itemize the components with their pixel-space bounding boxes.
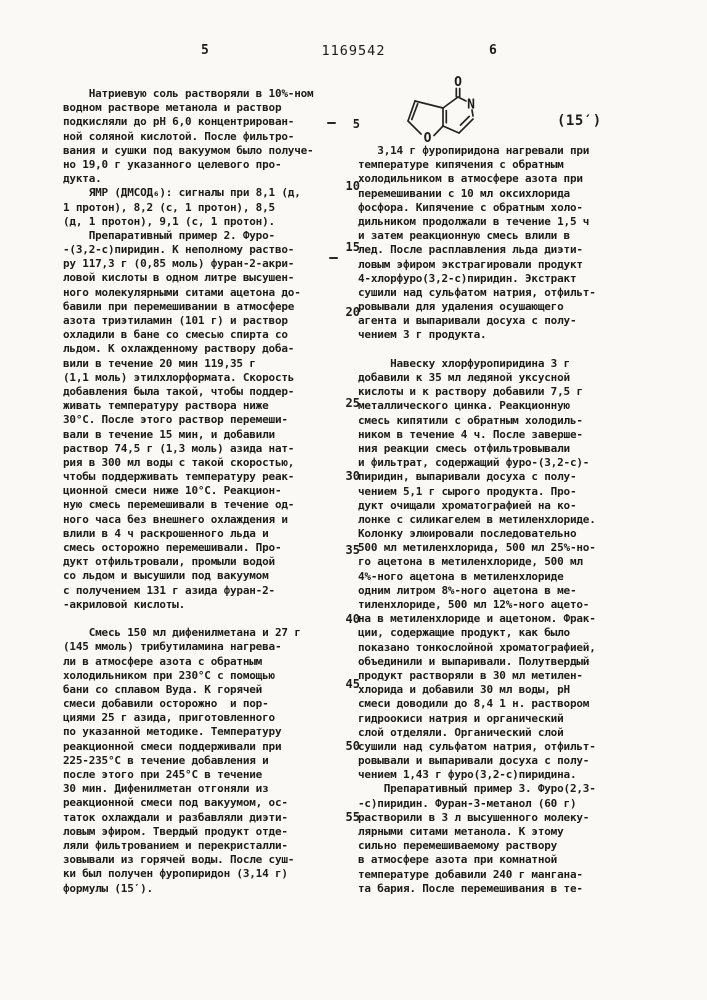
line-number: 40 — [345, 612, 360, 626]
text-line: влили в 4 ч раскрошенного льда и — [63, 526, 269, 540]
text-line: го ацетона в метиленхлориде, 500 мл — [358, 555, 583, 569]
text-line: ную смесь перемешивали в течение од- — [63, 498, 295, 512]
text-line: ником в течение 4 ч. После заверше- — [358, 427, 583, 441]
text-line: чением 3 г продукта. — [358, 328, 487, 342]
text-line: Препаративный пример 2. Фуро- — [63, 228, 275, 242]
text-line: охладили в бане со смесью спирта со — [63, 328, 288, 342]
margin-tick — [327, 122, 336, 124]
text-line: ровывали для удаления осушающего — [358, 300, 564, 314]
right-text-column — [358, 144, 658, 896]
text-line: зовывали из горячей воды. После суш- — [63, 853, 295, 867]
text-line: таток охлаждали и разбавляли диэти- — [63, 810, 288, 824]
text-line: 500 мл метиленхлорида, 500 мл 25%-но- — [358, 541, 596, 555]
text-line: температуре добавили 240 г мангана- — [358, 867, 583, 881]
margin-tick — [329, 257, 338, 259]
text-line: 4%-ного ацетона в метиленхлориде — [358, 569, 564, 583]
line-number-gutter — [336, 0, 360, 1000]
text-line: Натриевую соль растворяли в 10%-ном — [63, 87, 314, 100]
text-line: подкисляли до рН 6,0 концентрирован- — [63, 115, 295, 129]
line-number: 25 — [345, 396, 360, 410]
text-line: ру 117,3 г (0,85 моль) фуран-2-акри- — [63, 257, 295, 271]
text-line: ции, содержащие продукт, как было — [358, 626, 570, 640]
text-line: хлорида и добавили 30 мл воды, рН — [358, 683, 570, 697]
text-line: ного часа без внешнего охлаждения и — [63, 512, 288, 526]
text-line: перемешивании с 10 мл оксихлорида — [358, 186, 570, 200]
text-line: сушили над сульфатом натрия, отфильт- — [358, 739, 596, 753]
line-number: 30 — [345, 469, 360, 483]
text-line: ной соляной кислотой. После фильтро- — [63, 129, 295, 143]
text-line: вили в течение 20 мин 119,35 г — [63, 356, 256, 370]
nitrogen-atom: N — [467, 97, 475, 113]
furopyridone-structure-drawing — [396, 56, 511, 156]
text-line: раствор 74,5 г (1,3 моль) азида нат- — [63, 441, 295, 455]
text-line: дукт очищали хроматографией на ко- — [358, 498, 577, 512]
formula-number-label: (15′) — [557, 113, 602, 129]
text-line: лонке с силикагелем в метиленхлориде. — [358, 512, 596, 526]
text-line: чением 5,1 г сырого продукта. Про- — [358, 484, 577, 498]
text-line: ловой кислоты в одном литре высушен- — [63, 271, 295, 285]
text-line: водном растворе метанола и раствор — [63, 101, 282, 115]
text-line: 4-хлорфуро(3,2-с)пиридин. Экстракт — [358, 271, 577, 285]
text-line: формулы (15′). — [63, 881, 153, 895]
text-line: ляли фильтрованием и перекристалли- — [63, 838, 288, 852]
text-line: чтобы поддерживать температуру реак- — [63, 470, 295, 484]
text-line: смесь кипятили с обратным холодиль- — [358, 413, 583, 427]
text-line: ционной смеси ниже 10°С. Реакцион- — [63, 484, 282, 498]
text-line: смесь осторожно перемешивали. Про- — [63, 541, 282, 554]
text-line: ния реакции смесь отфильтровывали — [358, 441, 570, 455]
left-text-column — [63, 87, 338, 896]
text-line: ли в атмосфере азота с обратным — [63, 654, 263, 668]
text-line: бавили при перемешивании в атмосфере — [63, 299, 295, 313]
line-number: 55 — [345, 810, 360, 824]
text-line: но 19,0 г указанного целевого про- — [63, 157, 282, 171]
text-line: и фильтрат, содержащий фуро-(3,2-с)- — [358, 456, 590, 470]
text-line: ловым эфиром экстрагировали продукт — [358, 257, 583, 271]
text-line: вания и сушки под вакуумом было получе- — [63, 143, 314, 157]
text-line: пиридин, выпаривали досуха с полу- — [358, 470, 577, 484]
line-number: 15 — [345, 240, 360, 254]
text-line: реакционной смеси поддерживали при — [63, 739, 282, 753]
text-line: сильно перемешиваемому раствору — [358, 839, 558, 853]
text-line: (д, 1 протон), 9,1 (с, 1 протон). — [63, 214, 275, 228]
line-number: 35 — [345, 543, 360, 557]
line-number: 5 — [352, 117, 360, 131]
text-line: -акриловой кислоты. — [63, 597, 186, 611]
text-line: дильником продолжали в течение 1,5 ч — [358, 214, 590, 228]
text-line: та бария. После перемешивания в те- — [358, 881, 583, 895]
text-line: Препаративный пример 3. Фуро(2,3- — [358, 782, 596, 796]
text-line: температуре кипячения с обратным — [358, 158, 564, 172]
text-line: рия в 300 мл воды с такой скоростью, — [63, 455, 295, 469]
text-line: 1 протон), 8,2 (с, 1 протон), 8,5 — [63, 200, 275, 214]
text-line: азота триэтиламин (101 г) и раствор — [63, 314, 288, 327]
text-line: льдом. К охлажденному раствору доба- — [63, 342, 295, 356]
carbonyl-oxygen-atom: O — [454, 75, 462, 90]
text-line: ловым эфиром. Твердый продукт отде- — [63, 824, 288, 838]
text-line: циями 25 г азида, приготовленного — [63, 711, 275, 725]
text-line: смеси добавили осторожно и пор- — [63, 697, 269, 711]
text-line: добавили к 35 мл ледяной уксусной — [358, 371, 570, 384]
text-line: живать температуру раствора ниже — [63, 399, 269, 413]
text-line: со льдом и высушили под вакуумом — [63, 569, 269, 583]
text-line: показано тонкослойной хроматографией, — [358, 640, 596, 654]
text-line: гидроокиси натрия и органический — [358, 711, 564, 725]
text-line: Колонку элюировали последовательно — [358, 527, 577, 541]
text-line: дукт отфильтровали, промыли водой — [63, 555, 275, 569]
text-line: дукта. — [63, 172, 102, 186]
text-line: продукт растворяли в 30 мл метилен- — [358, 668, 583, 682]
text-line: на в метиленхлориде и ацетоном. Фрак- — [358, 612, 596, 626]
text-line: в атмосфере азота при комнатной — [358, 853, 558, 867]
patent-number: 1169542 — [321, 43, 386, 59]
text-line — [63, 612, 338, 626]
text-line: фосфора. Кипячение с обратным холо- — [358, 200, 583, 214]
left-page-number: 5 — [201, 43, 209, 58]
text-line: Смесь 150 мл дифенилметана и 27 г — [63, 626, 301, 640]
text-line: ЯМР (ДМСОД₆): сигналы при 8,1 (д, — [63, 186, 301, 200]
furan-oxygen-atom: O — [423, 131, 432, 146]
text-line: лед. После расплавления льда диэти- — [358, 243, 583, 257]
text-line: тиленхлориде, 500 мл 12%-ного ацето- — [358, 598, 590, 611]
text-line: Навеску хлорфуропиридина 3 г — [358, 356, 570, 370]
text-line: 225-235°С в течение добавления и — [63, 753, 269, 767]
text-line: холодильником при 230°С с помощью — [63, 668, 275, 682]
line-number: 10 — [345, 179, 360, 193]
text-line: ровывали и выпаривали досуха с полу- — [358, 754, 590, 768]
text-line: (145 ммоль) трибутиламина нагрева- — [63, 640, 282, 654]
text-line: после этого при 245°С в течение — [63, 768, 263, 781]
line-number: 50 — [345, 739, 360, 753]
line-number: 45 — [345, 677, 360, 691]
text-line: 3,14 г фуропиридона нагревали при — [358, 144, 590, 157]
text-line: ного молекулярными ситами ацетона до- — [63, 285, 301, 299]
text-line: ки был получен фуропиридон (3,14 г) — [63, 867, 288, 881]
text-line: объединили и выпаривали. Полутвердый — [358, 654, 590, 668]
text-line: и затем реакционную смесь влили в — [358, 229, 570, 243]
line-number: 20 — [345, 305, 360, 319]
text-line: (1,1 моль) этилхлорформата. Скорость — [63, 370, 295, 384]
text-line: лярными ситами метанола. К этому — [358, 825, 564, 838]
text-line: 30°С. После этого раствор перемеши- — [63, 413, 288, 427]
text-line: вали в течение 15 мин, и добавили — [63, 427, 275, 441]
text-line: одним литром 8%-ного ацетона в ме- — [358, 583, 577, 597]
text-line: растворили в 3 л высушенного молеку- — [358, 810, 590, 824]
chemical-structure-figure — [396, 56, 511, 156]
text-line: слой отделяли. Органический слой — [358, 725, 564, 739]
text-line: 30 мин. Дифенилметан отгоняли из — [63, 782, 269, 796]
text-line: чением 1,43 г фуро(3,2-с)пиридина. — [358, 768, 577, 782]
text-line: добавления была такой, чтобы поддер- — [63, 384, 295, 398]
text-line: с получением 131 г азида фуран-2- — [63, 583, 275, 597]
text-line: -(3,2-с)пиридин. К неполному раство- — [63, 243, 295, 257]
text-line: кислоты и к раствору добавили 7,5 г — [358, 385, 583, 399]
text-line: сушили над сульфатом натрия, отфильт- — [358, 285, 596, 299]
text-line — [358, 343, 658, 357]
text-line: холодильником в атмосфере азота при — [358, 172, 583, 186]
text-line: бани со сплавом Вуда. К горячей — [63, 682, 263, 696]
text-line: -с)пиридин. Фуран-3-метанол (60 г) — [358, 796, 577, 810]
text-line: металлического цинка. Реакционную — [358, 399, 570, 413]
text-line: агента и выпаривали досуха с полу- — [358, 314, 577, 328]
text-line: реакционной смеси под вакуумом, ос- — [63, 796, 288, 810]
text-line: по указанной методике. Температуру — [63, 725, 282, 739]
text-line: смеси доводили до 8,4 1 н. раствором — [358, 697, 590, 711]
right-page-number: 6 — [489, 43, 497, 58]
